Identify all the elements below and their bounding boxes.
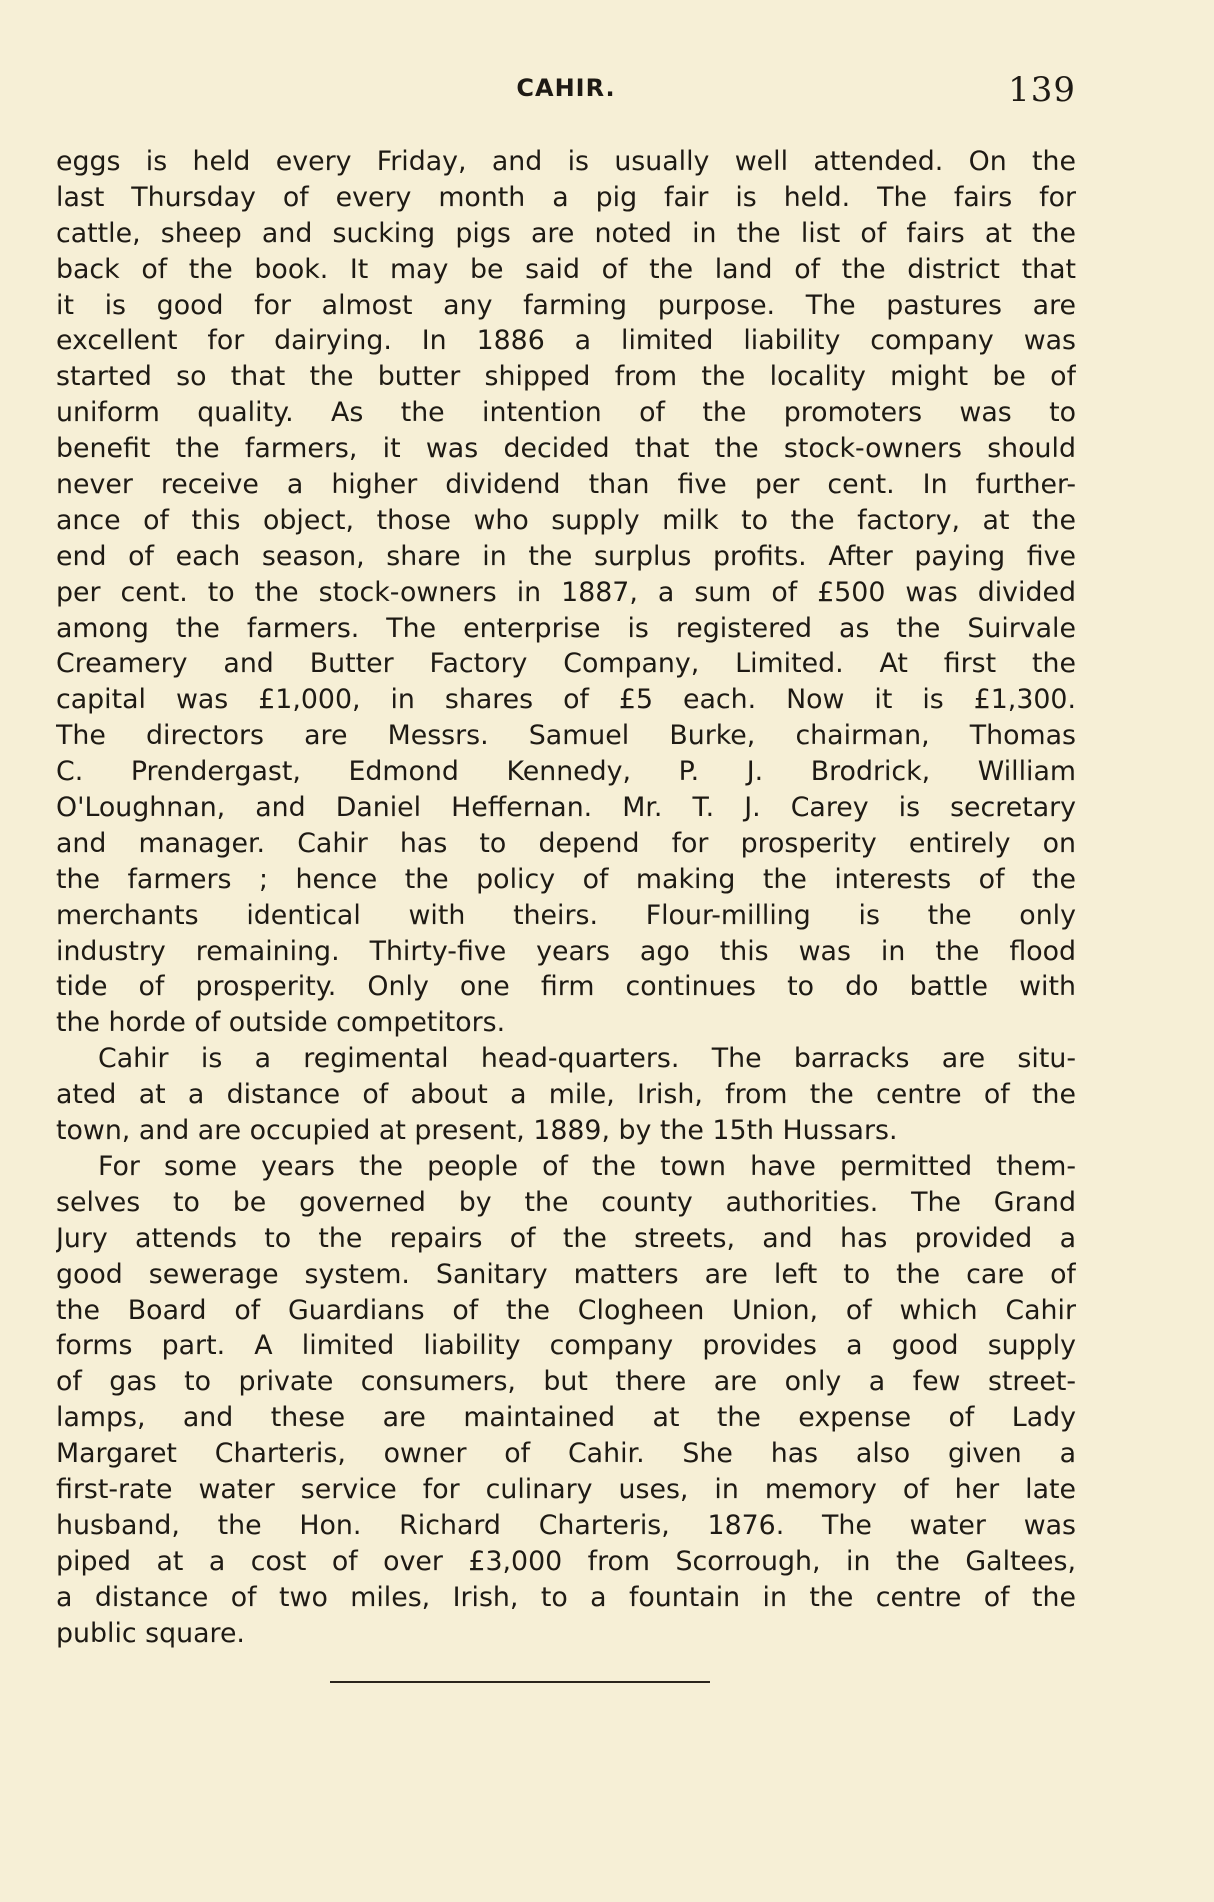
- text-line: Jury attends to the repairs of the streets, and has provided a: [56, 1222, 1076, 1254]
- text-line: first-rate water service for culinary uses, in memory of her late: [56, 1473, 1076, 1505]
- paragraph-start-line: Cahir is a regimental head-quarters. The barracks are situ-: [98, 1043, 1076, 1075]
- text-line: C. Prendergast, Edmond Kennedy, P. J. Brodrick, William: [56, 756, 1076, 788]
- text-line: industry remaining. Thirty-five years ago this was in the flood: [56, 935, 1076, 967]
- text-line: the Board of Guardians of the Clogheen Union, of which Cahir: [56, 1294, 1076, 1326]
- paragraph-end-line: public square.: [56, 1617, 245, 1649]
- body-text: [56, 144, 1076, 1651]
- paragraph-end-line: town, and are occupied at present, 1889, by the 15th Hussars.: [56, 1115, 898, 1147]
- text-line: Creamery and Butter Factory Company, Limited. At first the: [56, 648, 1076, 680]
- text-line: back of the book. It may be said of the land of the district that: [56, 253, 1076, 285]
- text-line: ated at a distance of about a mile, Irish, from the centre of the: [56, 1079, 1076, 1111]
- text-line: capital was £1,000, in shares of £5 each. Now it is £1,300.: [56, 684, 1076, 716]
- paragraph-start-line: For some years the people of the town have permitted them-: [98, 1150, 1076, 1182]
- text-line: a distance of two miles, Irish, to a fountain in the centre of the: [56, 1581, 1076, 1613]
- text-line: of gas to private consumers, but there are only a few street-: [56, 1366, 1076, 1398]
- text-line: The directors are Messrs. Samuel Burke, chairman, Thomas: [56, 720, 1076, 752]
- text-line: among the farmers. The enterprise is registered as the Suirvale: [56, 612, 1076, 644]
- text-line: husband, the Hon. Richard Charteris, 1876. The water was: [56, 1509, 1076, 1541]
- text-line: excellent for dairying. In 1886 a limited liability company was: [56, 325, 1076, 357]
- text-line: started so that the butter shipped from the locality might be of: [56, 361, 1076, 393]
- text-line: selves to be governed by the county authorities. The Grand: [56, 1186, 1076, 1218]
- text-line: it is good for almost any farming purpose. The pastures are: [56, 289, 1076, 321]
- text-line: merchants identical with theirs. Flour-milling is the only: [56, 899, 1076, 931]
- running-title: CAHIR.: [516, 74, 616, 102]
- text-line: last Thursday of every month a pig fair is held. The fairs for: [56, 181, 1076, 213]
- text-line: O'Loughnan, and Daniel Heffernan. Mr. T. J. Carey is secretary: [56, 792, 1076, 824]
- text-line: end of each season, share in the surplus profits. After paying five: [56, 540, 1076, 572]
- text-line: forms part. A limited liability company provides a good supply: [56, 1330, 1076, 1362]
- text-line: and manager. Cahir has to depend for prosperity entirely on: [56, 827, 1076, 859]
- text-line: piped at a cost of over £3,000 from Scorrough, in the Galtees,: [56, 1545, 1076, 1577]
- text-line: Margaret Charteris, owner of Cahir. She has also given a: [56, 1438, 1076, 1470]
- page-number: 139: [1008, 70, 1076, 110]
- paragraph-end-line: the horde of outside competitors.: [56, 1007, 506, 1039]
- text-line: cattle, sheep and sucking pigs are noted in the list of fairs at the: [56, 217, 1076, 249]
- text-line: the farmers ; hence the policy of making the interests of the: [56, 863, 1076, 895]
- text-line: uniform quality. As the intention of the promoters was to: [56, 397, 1076, 429]
- text-line: lamps, and these are maintained at the expense of Lady: [56, 1402, 1076, 1434]
- text-line: benefit the farmers, it was decided that the stock-owners should: [56, 433, 1076, 465]
- text-line: eggs is held every Friday, and is usually well attended. On the: [56, 146, 1076, 177]
- running-head: [56, 70, 1076, 110]
- text-line: good sewerage system. Sanitary matters are left to the care of: [56, 1258, 1076, 1290]
- section-end-rule: [330, 1681, 710, 1683]
- text-line: per cent. to the stock-owners in 1887, a sum of £500 was divided: [56, 576, 1076, 608]
- text-line: ance of this object, those who supply milk to the factory, at the: [56, 504, 1076, 536]
- text-line: never receive a higher dividend than five per cent. In further-: [56, 469, 1076, 501]
- text-line: tide of prosperity. Only one firm continues to do battle with: [56, 971, 1076, 1003]
